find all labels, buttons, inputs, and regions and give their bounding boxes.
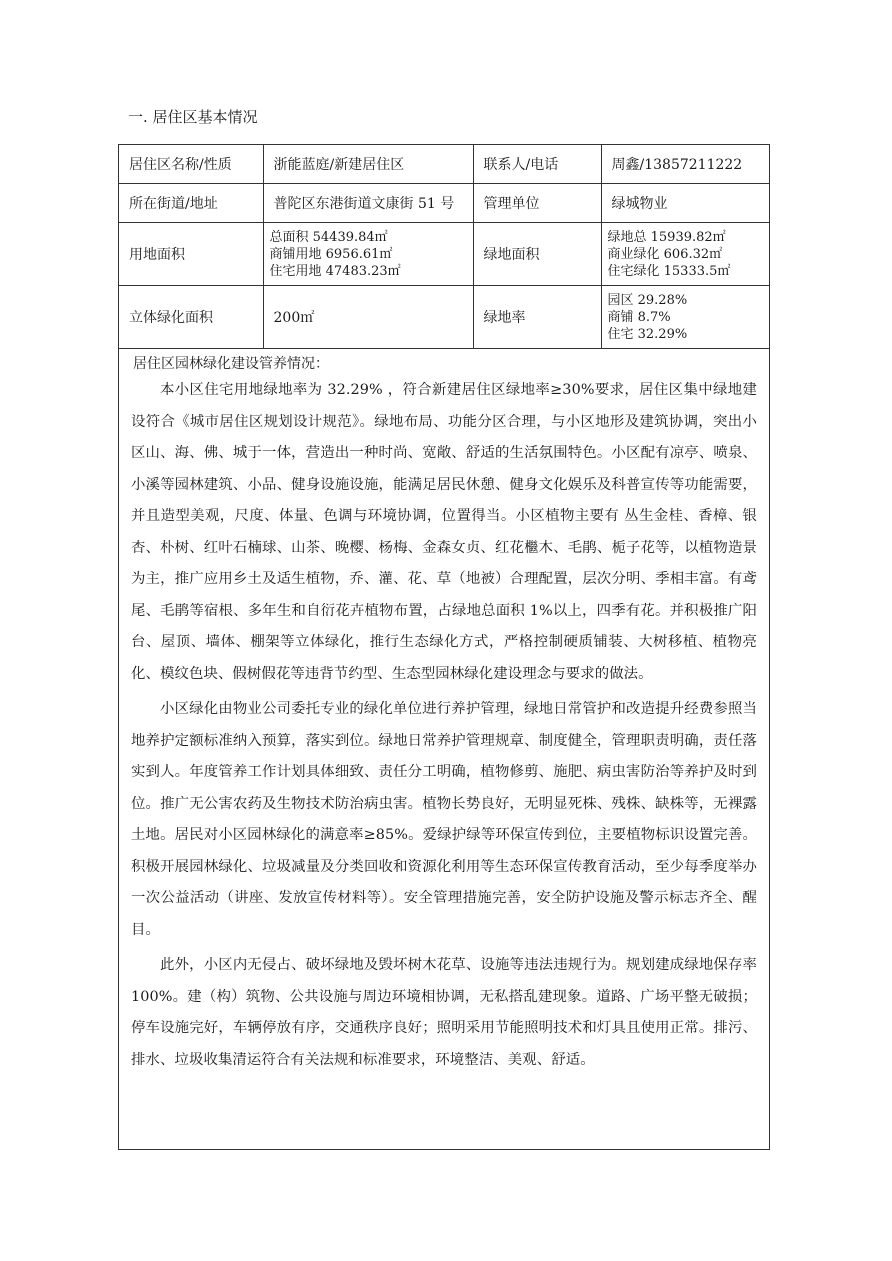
green-area-residential: 住宅绿化 15333.5㎡ <box>607 263 731 279</box>
value-management: 绿城物业 <box>601 184 769 223</box>
green-area-total: 绿地总 15939.82㎡ <box>607 229 726 245</box>
management-section-label: 居住区园林绿化建设管养情况： <box>133 356 329 372</box>
section-heading: 一. 居住区基本情况 <box>128 108 258 126</box>
green-rate-park: 园区 29.28% <box>607 292 688 308</box>
paragraph-design: 本小区住宅用地绿地率为 32.29% ，符合新建居住区绿地率≥30%要求，居住区集中绿地建设符合《城市居住区规划设计规范》。绿地布局、功能分区合理，与小区地形及建筑协调，突出小区山、海、佛、城于一体，营造出一种时尚、宽敞、舒适的生活氛围特色。小区配有凉亭、喷泉、小溪等园林建筑、小品、健身设施设施，能满足居民休憩、健身文化娱乐及科普宣传等功能需要，并且造型美观，尺度、体量、色调与环境协调，位置得当。小区植物主要有 丛生金桂、香樟、银杏、朴树、红叶石楠球、山茶、晚樱、杨梅、金森女贞、红花檵木、毛鹃、栀子花等，以植物造景为主，推广应用乡土及适生植物，乔、灌、花、草（地被）合理配置，层次分明、季相丰富。有鸢尾、毛鹃等宿根、多年生和自衍花卉植物布置，占绿地总面积 1%以上，四季有花。并积极推广阳台、屋顶、墙体、棚架等立体绿化，推行生态绿化方式，严格控制硬质铺装、大树移植、植物亮化、模纹色块、假树假花等违背节约型、生态型园林绿化建设理念与要求的做法。 <box>131 382 757 682</box>
value-green-rate <box>601 286 769 349</box>
green-rate-residential: 住宅 32.29% <box>607 326 688 342</box>
value-name-type: 浙能蓝庭/新建居住区 <box>263 145 473 184</box>
label-green-rate: 绿地率 <box>473 286 601 349</box>
label-management: 管理单位 <box>473 184 601 223</box>
table-row <box>119 184 769 223</box>
label-name-type: 居住区名称/性质 <box>119 145 263 184</box>
table-row <box>119 145 769 184</box>
paragraph-maintenance: 小区绿化由物业公司委托专业的绿化单位进行养护管理，绿地日常管护和改造提升经费参照当地养护定额标准纳入预算，落实到位。绿地日常养护管理规章、制度健全，管理职责明确，责任落实到人。年度管养工作计划具体细致、责任分工明确，植物修剪、施肥、病虫害防治等养护及时到位。推广无公害农药及生物技术防治病虫害。植物长势良好，无明显死株、残株、缺株等，无裸露土地。居民对小区园林绿化的满意率≥85%。爱绿护绿等环保宣传到位，主要植物标识设置完善。积极开展园林绿化、垃圾减量及分类回收和资源化利用等生态环保宣传教育活动，至少每季度举办一次公益活动（讲座、发放宣传材料等）。安全管理措施完善，安全防护设施及警示标志齐全、醒目。 <box>131 701 757 938</box>
label-address: 所在街道/地址 <box>119 184 263 223</box>
green-rate-shops: 商铺 8.7% <box>607 309 671 325</box>
label-land-area: 用地面积 <box>119 223 263 286</box>
value-green-area <box>601 223 769 286</box>
green-area-commercial: 商业绿化 606.32㎡ <box>607 246 723 262</box>
land-area-shops: 商铺用地 6956.61㎡ <box>269 246 393 262</box>
basic-info-table <box>119 145 769 349</box>
value-vertical-green: 200㎡ <box>263 286 473 349</box>
value-address: 普陀区东港街道文康街 51 号 <box>263 184 473 223</box>
table-row <box>119 286 769 349</box>
label-contact: 联系人/电话 <box>473 145 601 184</box>
value-land-area <box>263 223 473 286</box>
land-area-total: 总面积 54439.84㎡ <box>269 229 388 245</box>
land-area-residential: 住宅用地 47483.23㎡ <box>269 263 401 279</box>
paragraph-compliance: 此外，小区内无侵占、破坏绿地及毁坏树木花草、设施等违法违规行为。规划建成绿地保存率 100%。建（构）筑物、公共设施与周边环境相协调，无私搭乱建现象。道路、广场平整无破损；停车设施完好，车辆停放有序，交通秩序良好；照明采用节能照明技术和灯具且使用正常。排污、排水、垃圾收集清运符合有关法规和标准要求，环境整洁、美观、舒适。 <box>131 957 757 1068</box>
table-row <box>119 223 769 286</box>
label-green-area: 绿地面积 <box>473 223 601 286</box>
label-vertical-green: 立体绿化面积 <box>119 286 263 349</box>
info-frame <box>118 144 770 1150</box>
value-contact: 周鑫/13857211222 <box>601 145 769 184</box>
